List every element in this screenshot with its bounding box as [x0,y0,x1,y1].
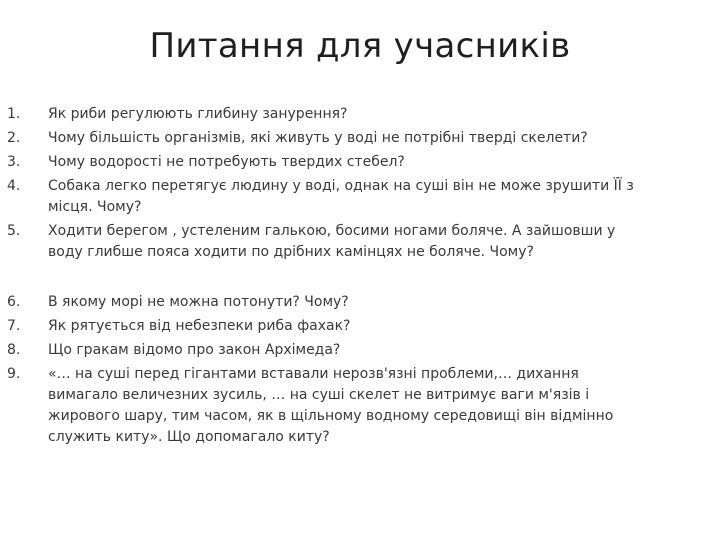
question-line: Як рятується від небезпеки риба фахак? [48,318,351,334]
question-text [48,128,712,149]
question-text [48,221,712,263]
question-number: 5. [7,223,21,239]
question-text [48,104,712,125]
question-number: 1. [7,106,21,122]
question-line: воду глибше пояса ходити по дрібних камінцях не боляче. Чому? [48,244,534,260]
question-line: «… на суші перед гігантами вставали нерозв'язні проблеми,… дихання [48,366,579,382]
question-line: Чому більшість організмів, які живуть у воді не потрібні тверді скелети? [48,130,588,146]
question-text [48,152,712,173]
question-text [48,340,712,361]
question-line: Як риби регулюють глибину занурення? [48,106,348,122]
question-number: 3. [7,154,21,170]
question-number: 2. [7,130,21,146]
question-text [48,364,712,448]
question-line: жирового шару, тим часом, як в щільному водному середовищі він відмінно [48,408,614,424]
question-number: 6. [7,294,21,310]
question-line: В якому морі не можна потонути? Чому? [48,294,349,310]
slide-title: Питання для учасників [149,26,571,66]
question-number: 7. [7,318,21,334]
question-text [48,316,712,337]
question-line: Ходити берегом , устеленим галькою, босими ногами боляче. А зайшовши у [48,223,616,239]
question-line: Що гракам відомо про закон Архімеда? [48,342,341,358]
question-text [48,176,712,218]
question-line: місця. Чому? [48,199,142,215]
question-number: 8. [7,342,21,358]
question-line: Чому водорості не потребують твердих стебел? [48,154,405,170]
question-line: вимагало величезних зусиль, … на суші скелет не витримує ваги м'язів і [48,387,590,403]
question-line: служить киту». Що допомагало киту? [48,429,330,445]
question-text [48,292,712,313]
question-line: Собака легко перетягує людину у воді, однак на суші він не може зрушити ЇЇ з [48,178,634,194]
question-number: 4. [7,178,21,194]
question-number: 9. [7,366,21,382]
